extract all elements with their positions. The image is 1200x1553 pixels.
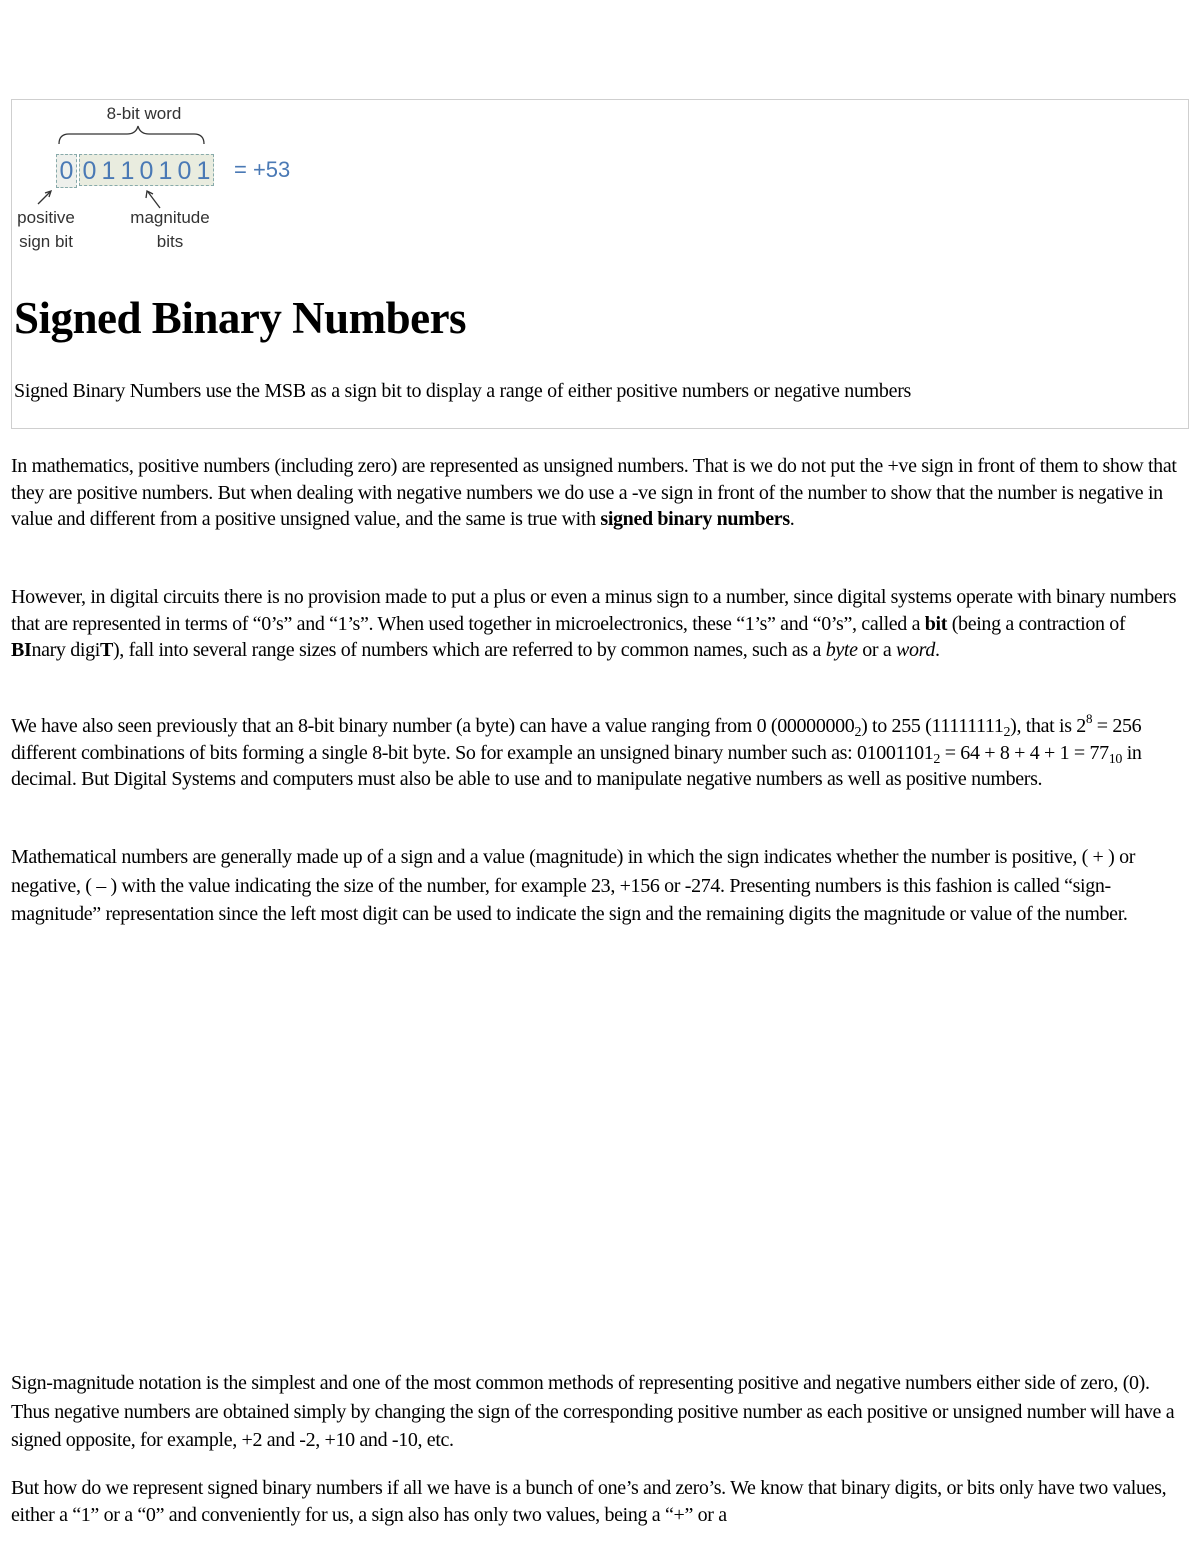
sign-bit: 0: [56, 154, 77, 188]
paragraph-byte-range: We have also seen previously that an 8-bit binary number (a byte) can have a value ranging from 0 $(00000000_2)$ to 255 $(11111111_2)$, that is $2^8 = 256$ different combinations of bits forming a single 8-bit byte. So for example an unsigned binary number such as: $01001101_2 = 64 + 8 + 4 + 1 = 77_{10}$ in decimal. But Digital Systems and computers must also be able to use and to manipulate negative numbers as well as positive numbers.: [11, 711, 1142, 790]
bit: 0: [139, 157, 154, 185]
bit: 1: [101, 157, 116, 185]
sign-label-line1: positive: [17, 208, 75, 227]
result-value: = +53: [234, 157, 291, 182]
paragraph-digital-circuits: However, in digital circuits there is no provision made to put a plus or even a minus sign to a number, since digital systems operate with binary numbers that are represented in terms of “0’s” and “1’s”. When used together in microelectronics, these “1’s” and “0’s”, called a bit (being a contraction of BInary digiT), fall into several range sizes of numbers which are referred to by common names, such as a byte or a word.: [11, 586, 1177, 661]
sign-arrow: [38, 192, 50, 204]
word-label: 8-bit word: [106, 104, 182, 123]
bit-cells: [56, 154, 214, 186]
page-title: Signed Binary Numbers: [14, 293, 467, 343]
bit: 0: [177, 157, 192, 185]
bit: 1: [196, 157, 211, 185]
paragraph-sign-magnitude: Mathematical numbers are generally made up of a sign and a value (magnitude) in which the sign indicates whether the number is positive, ( + ) or negative, ( – ) with the value indicating the size of the number, for example 23, +156 or -274. Presenting numbers is this fashion is called “sign-magnitude” representation since the left most digit can be used to indicate the sign and the remaining digits the magnitude or value of the number.: [11, 846, 1136, 925]
paragraph-representation: But how do we represent signed binary numbers if all we have is a bunch of one’s and zero’s. We know that binary digits, or bits only have two values, either a “1” or a “0” and conveniently for us, a sign also has only two values, being a “+” or a: [11, 1477, 1167, 1526]
bit: 1: [158, 157, 173, 185]
magnitude-label-line2: bits: [156, 232, 184, 251]
header-box: [11, 99, 1189, 429]
paragraph-notation: Sign-magnitude notation is the simplest and one of the most common methods of representing positive and negative numbers either side of zero, (0). Thus negative numbers are obtained simply by changing the sign of the corresponding positive number as each positive or unsigned number will have a signed opposite, for example, +2 and -2, +10 and -10, etc.: [11, 1372, 1175, 1451]
bit: 1: [120, 157, 135, 185]
magnitude-bits: [79, 154, 214, 186]
sign-label-line2: sign bit: [19, 232, 73, 251]
page-subtitle: Signed Binary Numbers use the MSB as a sign bit to display a range of either positive numbers or negative numbers: [14, 380, 912, 402]
magnitude-label-line1: magnitude: [130, 208, 210, 227]
sign-magnitude-diagram: [12, 100, 332, 270]
paragraph-intro: In mathematics, positive numbers (including zero) are represented as unsigned numbers. That is we do not put the +ve sign in front of them to show that they are positive numbers. But when dealing with negative numbers we do use a -ve sign in front of the number to show that the number is negative in value and different from a positive unsigned value, and the same is true with signed binary numbers.: [11, 455, 1177, 530]
bit: 0: [82, 157, 97, 185]
